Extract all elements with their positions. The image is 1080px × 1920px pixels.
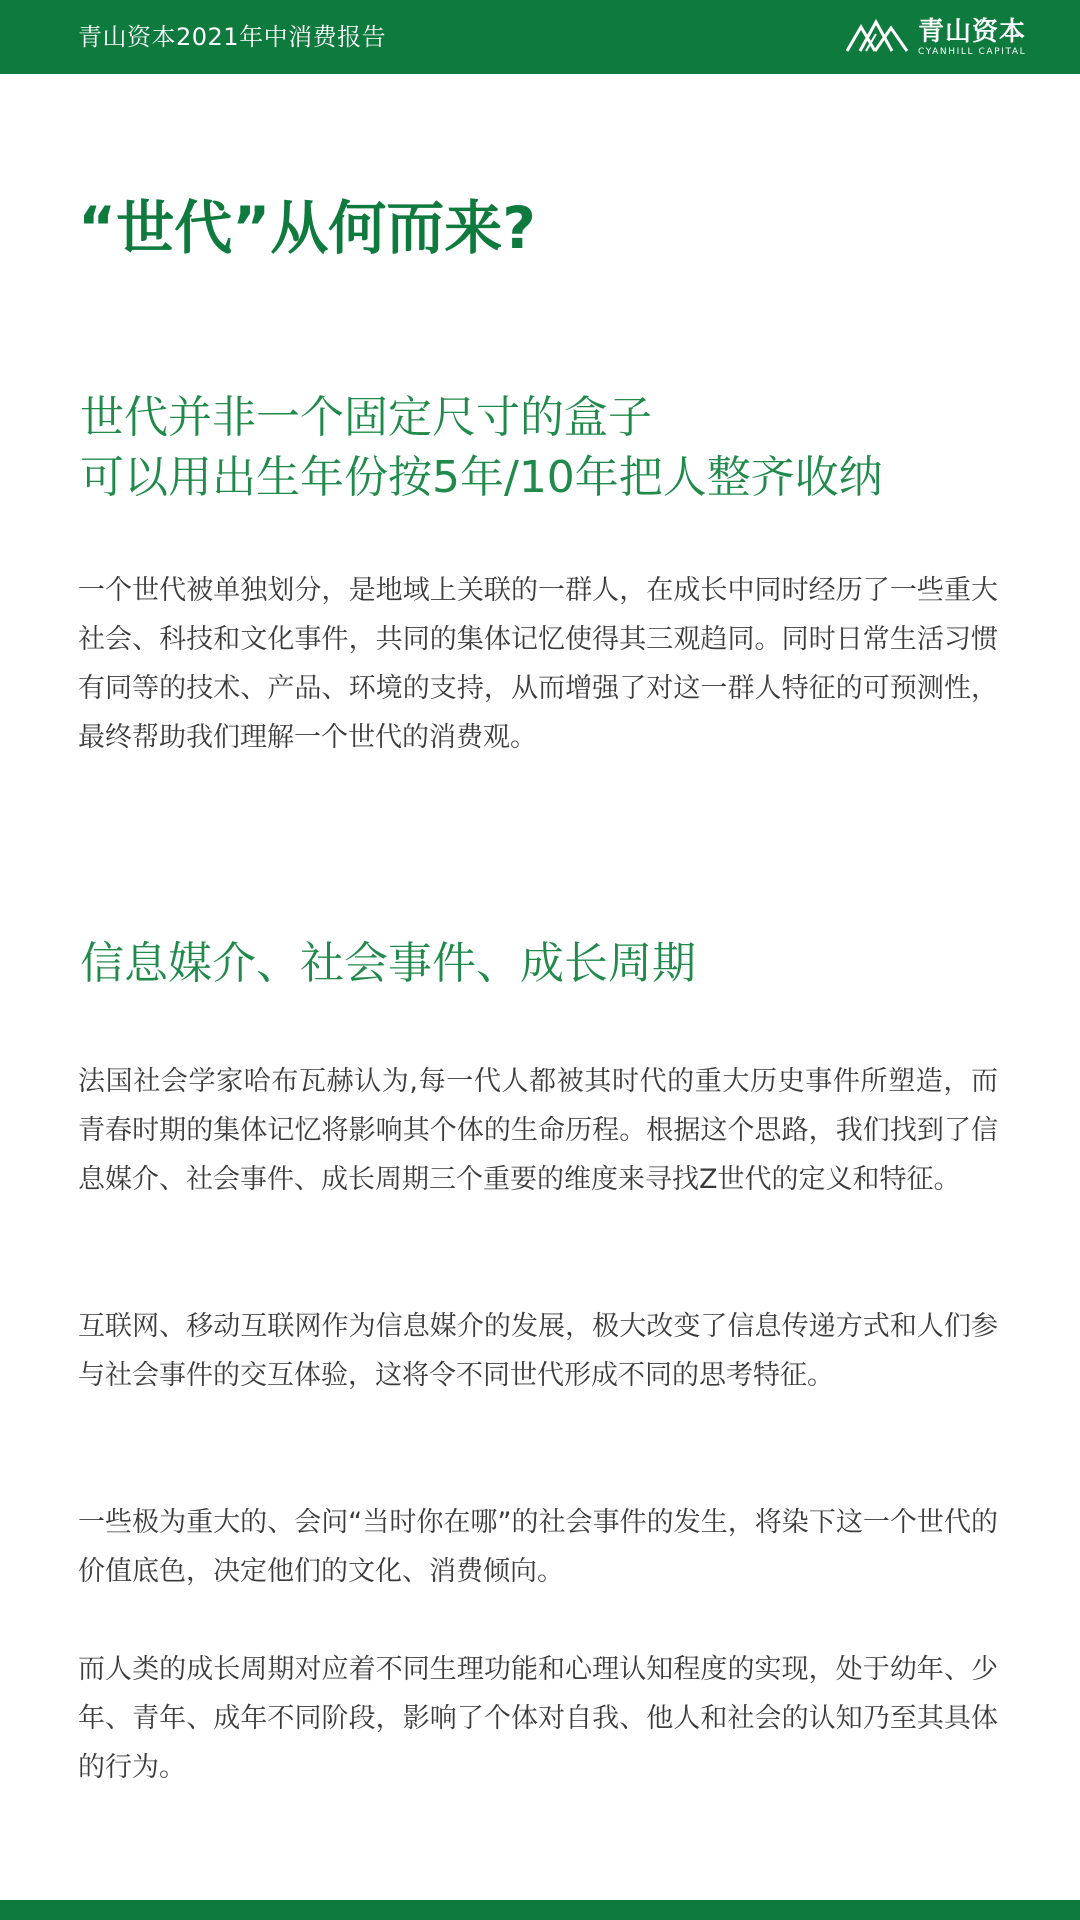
- section2-paragraph-3: 一些极为重大的、会问“当时你在哪”的社会事件的发生，将染下这一个世代的价值底色，决定他们的文化、消费倾向。: [78, 1507, 998, 1587]
- logo-subtitle: CYANHILL CAPITAL: [918, 47, 1027, 57]
- section1-heading: [80, 388, 883, 508]
- logo-name: 青山资本: [918, 17, 1027, 47]
- section2-paragraph-4: 而人类的成长周期对应着不同生理功能和心理认知程度的实现，处于幼年、少年、青年、成年不同阶段，影响了个体对自我、他人和社会的认知乃至其具体的行为。: [78, 1654, 998, 1783]
- section1-paragraph: 一个世代被单独划分，是地域上关联的一群人，在成长中同时经历了一些重大社会、科技和文化事件，共同的集体记忆使得其三观趋同。同时日常生活习惯有同等的技术、产品、环境的支持，从而增强了对这一群人特征的可预测性，最终帮助我们理解一个世代的消费观。: [78, 575, 998, 753]
- section1-heading-line2: 可以用出生年份按5年/10年把人整齐收纳: [80, 452, 883, 503]
- report-title: 青山资本2021年中消费报告: [78, 23, 387, 51]
- mountain-logo-icon: [846, 18, 912, 52]
- section2-paragraph-1: 法国社会学家哈布瓦赫认为,每一代人都被其时代的重大历史事件所塑造，而青春时期的集体记忆将影响其个体的生命历程。根据这个思路，我们找到了信息媒介、社会事件、成长周期三个重要的维度来寻找Z世代的定义和特征。: [78, 1066, 998, 1195]
- section2-heading: 信息媒介、社会事件、成长周期: [80, 938, 696, 989]
- header-bar: [0, 0, 1080, 74]
- footer-bar: [0, 1900, 1080, 1920]
- section2-paragraph-2: 互联网、移动互联网作为信息媒介的发展，极大改变了信息传递方式和人们参与社会事件的交互体验，这将令不同世代形成不同的思考特征。: [78, 1311, 998, 1391]
- brand-logo: [846, 14, 1026, 60]
- page-title: “世代”从何而来?: [78, 194, 536, 262]
- section1-heading-line1: 世代并非一个固定尺寸的盒子: [80, 392, 652, 443]
